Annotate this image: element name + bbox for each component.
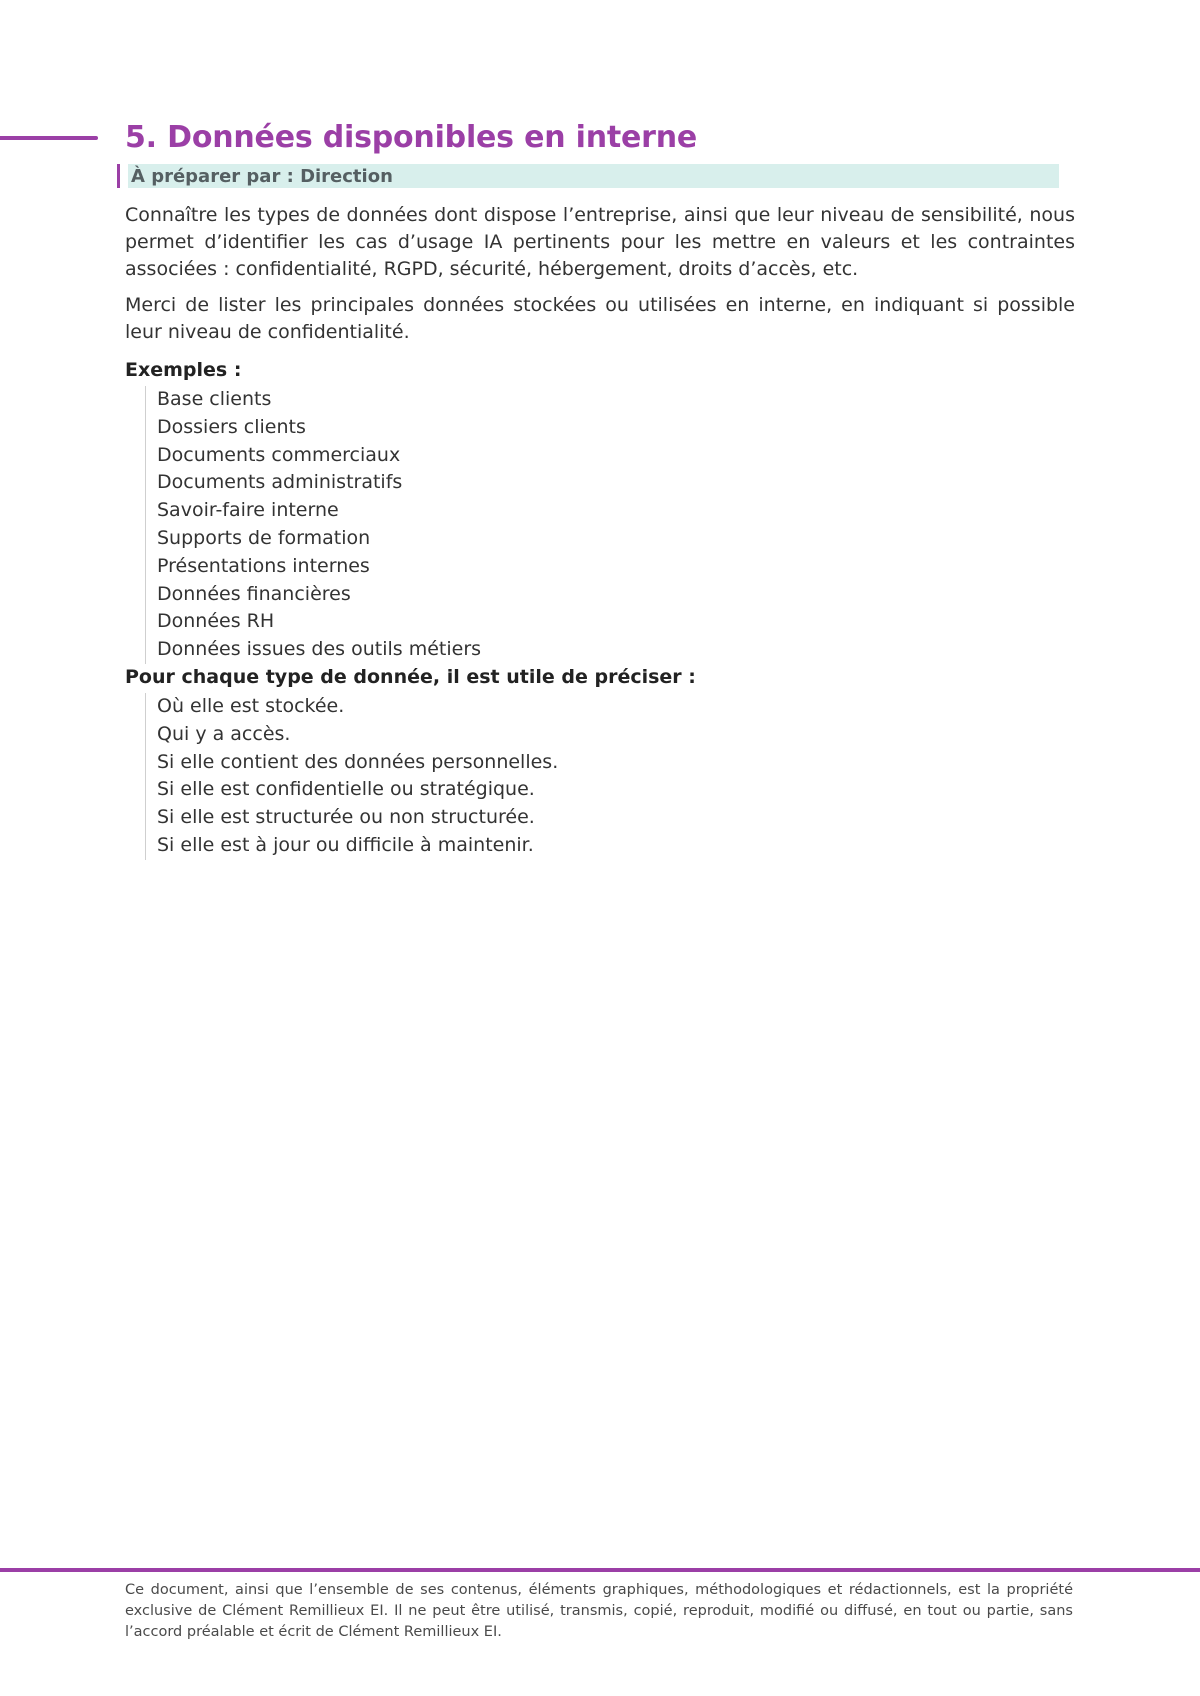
list-item: Base clients — [157, 388, 272, 410]
prepared-by-label: À préparer par : Direction — [131, 165, 393, 187]
list-item: Données RH — [157, 610, 275, 633]
list-item: Savoir-faire interne — [157, 499, 339, 522]
list-item: Si elle contient des données personnelles. — [157, 750, 559, 773]
list-item: Documents commerciaux — [157, 443, 401, 466]
list-item: Si elle est confidentielle ou stratégique. — [157, 778, 535, 801]
list-item: Où elle est stockée. — [157, 694, 345, 717]
prepared-by-banner — [117, 164, 1059, 188]
list-item: Supports de formation — [157, 526, 371, 549]
page-content — [125, 118, 1075, 860]
list-item: Si elle est à jour ou difficile à maintenir. — [157, 833, 534, 856]
left-accent-bar — [0, 136, 98, 140]
details-list — [145, 693, 1075, 860]
list-item: Présentations internes — [157, 554, 370, 577]
footer-copyright: Ce document, ainsi que l’ensemble de ses contenus, éléments graphiques, méthodologiques et rédactionnels, est la propriété exclusive de Clément Remillieux EI. Il ne peut être utilisé, transmis, copié, reproduit, modifié ou diffusé, en tout ou partie, sans l’accord préalable et écrit de Clément Remillieux EI. — [125, 1582, 1073, 1640]
list-item: Si elle est structurée ou non structurée. — [157, 806, 535, 829]
details-heading: Pour chaque type de donnée, il est utile de préciser : — [125, 665, 696, 688]
examples-list — [145, 386, 1075, 664]
intro-paragraph: Connaître les types de données dont dispose l’entreprise, ainsi que leur niveau de sensibilité, nous permet d’identifier les cas d’usage IA pertinents pour les mettre en valeurs et les contraintes associées : confidentialité, RGPD, sécurité, hébergement, droits d’accès, etc. — [125, 204, 1075, 280]
footer-divider — [0, 1568, 1200, 1572]
examples-heading: Exemples : — [125, 359, 242, 381]
prepared-by-marker — [117, 164, 120, 188]
list-item: Données issues des outils métiers — [157, 638, 482, 661]
list-item: Qui y a accès. — [157, 722, 291, 745]
list-item: Dossiers clients — [157, 415, 306, 438]
section-title: 5. Données disponibles en interne — [125, 120, 698, 155]
list-item: Données financières — [157, 582, 351, 605]
list-item: Documents administratifs — [157, 471, 403, 494]
prepared-by-highlight — [128, 164, 1059, 188]
instruction-paragraph: Merci de lister les principales données stockées ou utilisées en interne, en indiquant si possible leur niveau de confidentialité. — [125, 294, 1075, 343]
